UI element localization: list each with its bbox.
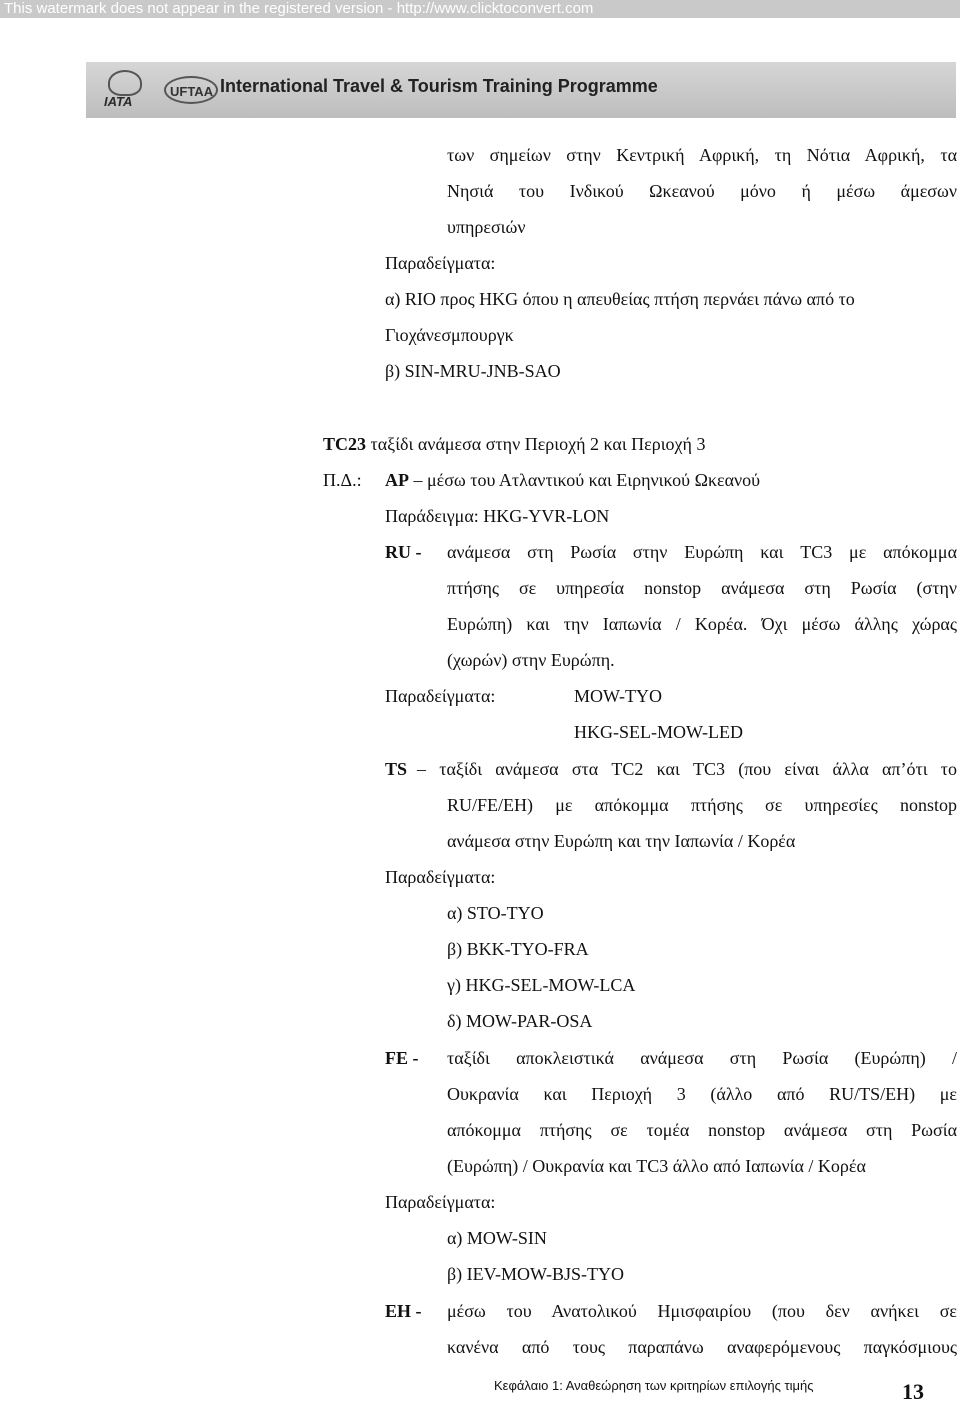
ts-example: α) STO-TYO [447,903,544,923]
watermark-text: This watermark does not appear in the registered version - http://www.clicktoconvert.com [4,0,594,17]
ap-code: AP [385,470,409,490]
tc23-heading [323,433,705,455]
ap-prefix: Π.Δ.: [323,470,362,490]
watermark-bar [0,0,960,18]
ru-line: ανάμεσα στη Ρωσία στην Ευρώπη και TC3 με απόκομμα [447,542,957,562]
ts-line: ανάμεσα στην Ευρώπη και την Ιαπωνία / Κορέα [447,831,796,851]
ap-line [385,469,760,491]
body-line: Νησιά του Ινδικού Ωκεανού μόνο ή μέσω άμεσων [447,181,957,201]
fe-code: FE - [385,1048,419,1068]
ts-example: β) BKK-TYO-FRA [447,939,589,959]
uftaa-logo: UFTAA [164,72,220,108]
globe-icon [108,70,142,96]
example-item: Γιοχάνεσμπουργκ [385,325,514,345]
eh-code: EH - [385,1301,422,1321]
example-item: α) RIO προς HKG όπου η απευθείας πτήση περνάει πάνω από το [385,289,855,309]
fe-line: Ουκρανία και Περιοχή 3 (άλλο από RU/TS/EH) με [447,1084,957,1104]
page-number: 13 [902,1379,924,1404]
ts-example: δ) MOW-PAR-OSA [447,1011,593,1031]
fe-line: (Ευρώπη) / Ουκρανία και TC3 άλλο από Ιαπωνία / Κορέα [447,1156,866,1176]
body-line: των σημείων στην Κεντρική Αφρική, τη Νότια Αφρική, τα [447,145,957,165]
ru-example: HKG-SEL-MOW-LED [574,722,743,742]
ts-line: RU/FE/EH) με απόκομμα πτήσης σε υπηρεσίες nonstop [447,795,957,815]
ts-example: γ) HKG-SEL-MOW-LCA [447,975,636,995]
fe-line: ταξίδι αποκλειστικά ανάμεσα στη Ρωσία (Ευρώπη) / [447,1048,957,1068]
tc23-code: TC23 [323,434,367,454]
fe-example: α) MOW-SIN [447,1228,547,1248]
ap-text: – μέσω του Ατλαντικού και Ειρηνικού Ωκεανού [413,470,761,490]
fe-example: β) IEV-MOW-BJS-TYO [447,1264,624,1284]
fe-line: απόκομμα πτήσης σε τομέα nonstop ανάμεσα στη Ρωσία [447,1120,957,1140]
example-item: β) SIN-MRU-JNB-SAO [385,361,561,381]
fe-examples-label: Παραδείγματα: [385,1192,496,1212]
examples-label: Παραδείγματα: [385,253,496,273]
ap-example: Παράδειγμα: HKG-YVR-LON [385,506,610,526]
body-line: υπηρεσιών [447,217,526,237]
ts-examples-label: Παραδείγματα: [385,867,496,887]
header-banner [86,62,956,118]
tc23-text: ταξίδι ανάμεσα στην Περιοχή 2 και Περιοχή 3 [370,434,706,454]
banner-title: International Travel & Tourism Training Programme [220,76,658,96]
ts-code: TS [385,759,408,779]
eh-line: μέσω του Ανατολικού Ημισφαιρίου (που δεν ανήκει σε [447,1301,957,1321]
ru-line: πτήσης σε υπηρεσία nonstop ανάμεσα στη Ρωσία (στην [447,578,957,598]
ru-code: RU - [385,542,422,562]
eh-line: κανένα από τους παραπάνω αναφερόμενους παγκόσμιους [447,1337,957,1357]
ru-example: MOW-TYO [574,686,662,706]
ru-line: Ευρώπη) και την Ιαπωνία / Κορέα. Όχι μέσω άλλης χώρας [447,614,957,634]
chapter-footer: Κεφάλαιο 1: Αναθεώρηση των κριτηρίων επιλογής τιμής [494,1378,814,1393]
ru-examples-label: Παραδείγματα: [385,686,496,706]
iata-logo: IATA [96,70,158,110]
ru-line: (χωρών) στην Ευρώπη. [447,650,615,670]
ts-line: – ταξίδι ανάμεσα στα TC2 και TC3 (που είναι άλλα απ’ότι το [417,759,957,779]
